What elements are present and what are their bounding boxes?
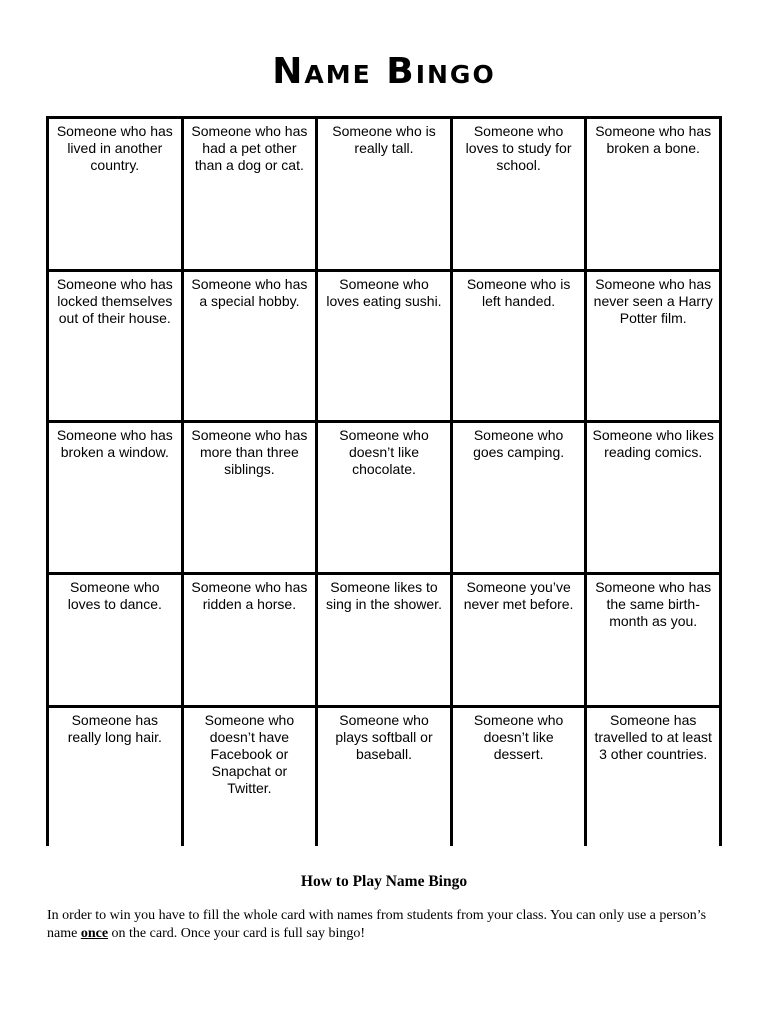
bingo-cell[interactable]: Someone you’ve never met before. xyxy=(453,575,585,705)
bingo-cell[interactable]: Someone who likes reading comics. xyxy=(587,423,719,572)
bingo-cell[interactable]: Someone likes to sing in the shower. xyxy=(318,575,450,705)
page-title: Name Bingo xyxy=(272,51,496,92)
bingo-cell[interactable]: Someone who has ridden a horse. xyxy=(184,575,316,705)
instructions-text-start: In order to win you have to fill the whole card with names from students from your class. You can only use a person’s name xyxy=(47,908,707,941)
bingo-cell[interactable]: Someone who has broken a bone. xyxy=(587,119,719,269)
bingo-cell[interactable]: Someone who doesn’t like chocolate. xyxy=(318,423,450,572)
bingo-cell[interactable]: Someone who plays softball or baseball. xyxy=(318,708,450,855)
bingo-cell[interactable]: Someone who has lived in another country. xyxy=(49,119,181,269)
bingo-cell[interactable]: Someone who has had a pet other than a dog or cat. xyxy=(184,119,316,269)
instructions-heading: How to Play Name Bingo xyxy=(300,873,468,890)
bingo-cell[interactable]: Someone who loves to study for school. xyxy=(453,119,585,269)
bingo-cell[interactable]: Someone who has a special hobby. xyxy=(184,272,316,420)
bingo-cell[interactable]: Someone who has locked themselves out of their house. xyxy=(49,272,181,420)
instructions-text xyxy=(47,907,737,942)
bingo-cell[interactable]: Someone who goes camping. xyxy=(453,423,585,572)
bingo-card xyxy=(46,116,722,846)
instructions-text-end: on the card. Once your card is full say bingo! xyxy=(108,925,366,941)
instructions-emphasis: once xyxy=(80,925,109,941)
bingo-cell[interactable]: Someone who is left handed. xyxy=(453,272,585,420)
bingo-cell[interactable]: Someone who loves to dance. xyxy=(49,575,181,705)
bingo-cell[interactable]: Someone has travelled to at least 3 other countries. xyxy=(587,708,719,855)
bingo-cell[interactable]: Someone who has broken a window. xyxy=(49,423,181,572)
bingo-cell[interactable]: Someone who doesn’t have Facebook or Snapchat or Twitter. xyxy=(184,708,316,855)
bingo-cell[interactable]: Someone who doesn’t like dessert. xyxy=(453,708,585,855)
bingo-cell[interactable]: Someone who is really tall. xyxy=(318,119,450,269)
bingo-cell[interactable]: Someone who loves eating sushi. xyxy=(318,272,450,420)
bingo-cell[interactable]: Someone who has the same birth-month as you. xyxy=(587,575,719,705)
bingo-cell[interactable]: Someone who has more than three siblings. xyxy=(184,423,316,572)
bingo-cell[interactable]: Someone has really long hair. xyxy=(49,708,181,855)
bingo-cell[interactable]: Someone who has never seen a Harry Potter film. xyxy=(587,272,719,420)
